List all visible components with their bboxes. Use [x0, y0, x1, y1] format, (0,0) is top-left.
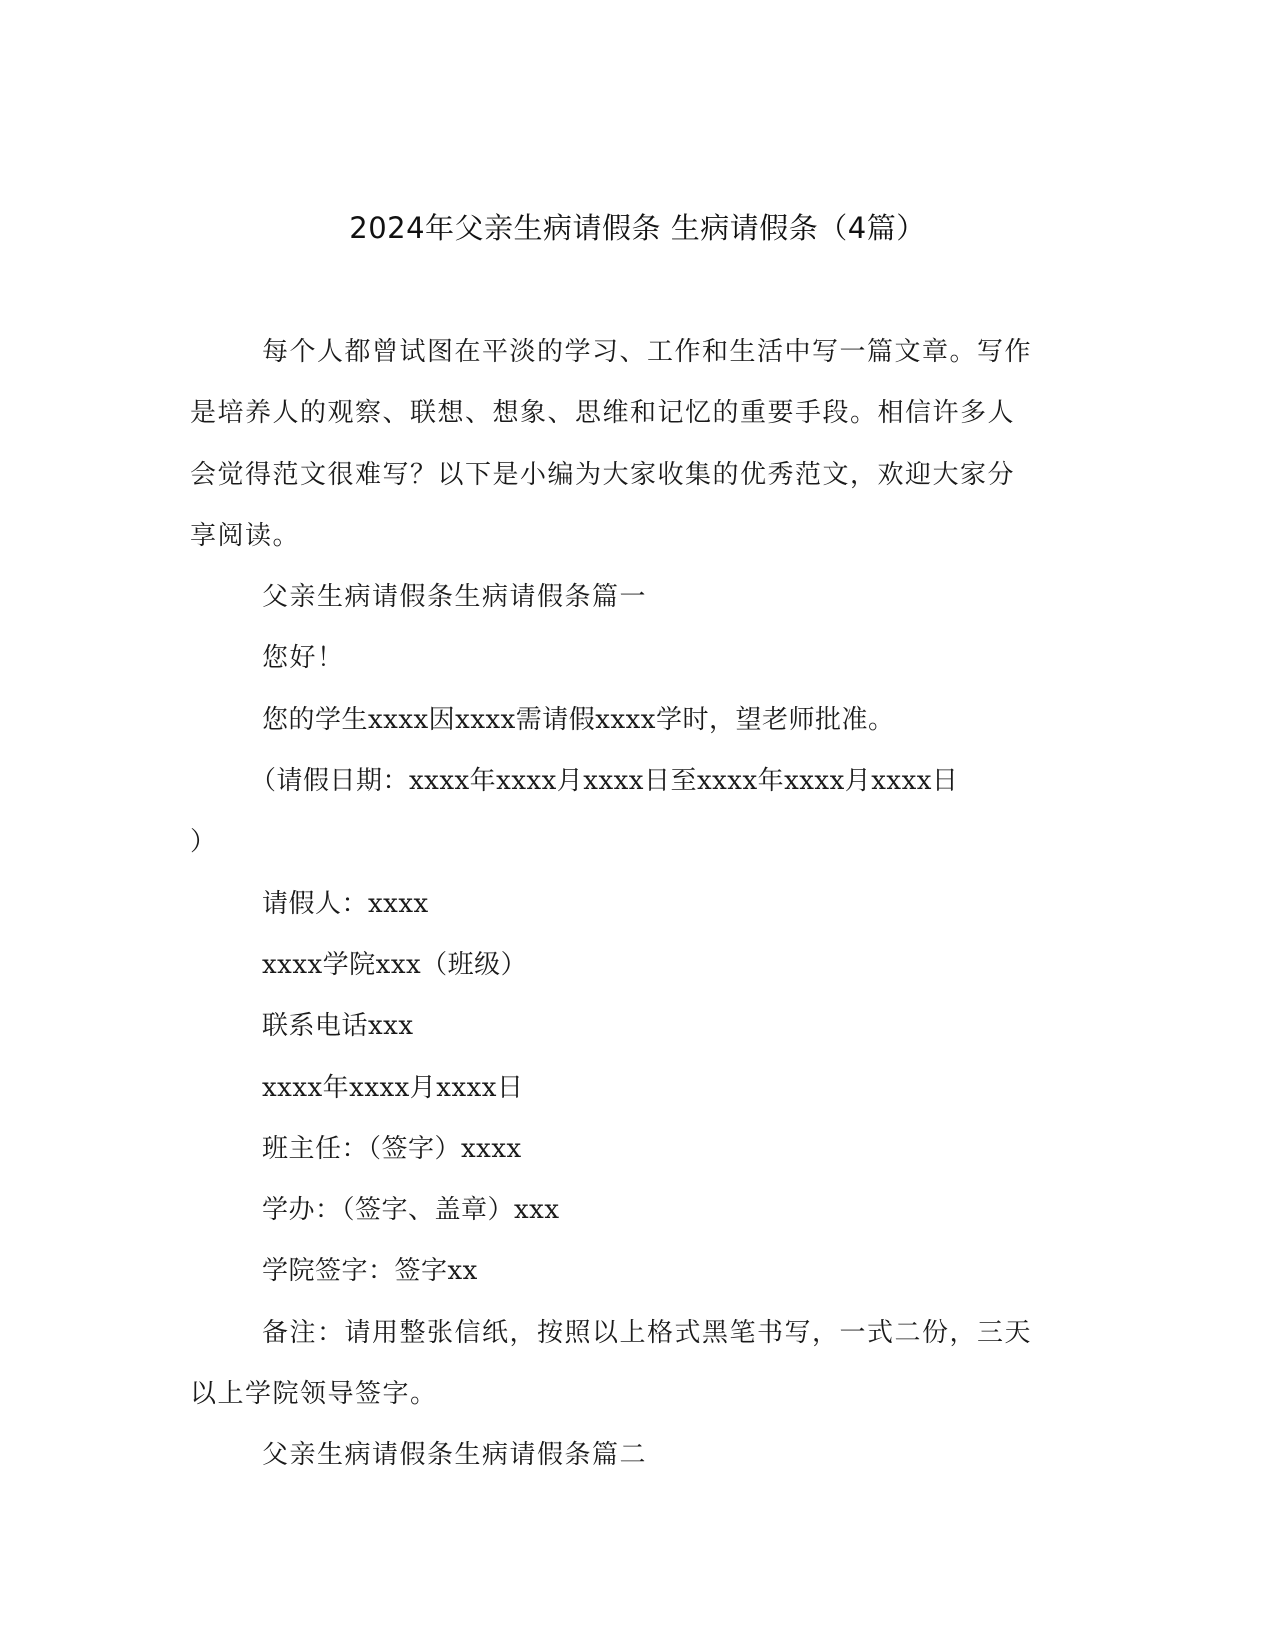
phone-line: 联系电话xxx [262, 1011, 414, 1042]
intro-paragraph-line-2: 是培养人的观察、联想、想象、思维和记忆的重要手段。相信许多人 [190, 398, 1016, 429]
note-line-2: 以上学院领导签字。 [190, 1379, 438, 1410]
intro-paragraph-line-3: 会觉得范文很难写？以下是小编为大家收集的优秀范文，欢迎大家分 [190, 459, 1016, 490]
request-line: 您的学生xxxx因xxxx需请假xxxx学时，望老师批准。 [262, 704, 895, 735]
leave-dates-line-1: （请假日期：xxxx年xxxx月xxxx日至xxxx年xxxx月xxxx日 [250, 766, 959, 797]
leave-dates-line-2: ） [190, 827, 218, 858]
section-1-heading: 父亲生病请假条生病请假条篇一 [262, 582, 648, 613]
note-line-1: 备注：请用整张信纸，按照以上格式黑笔书写，一式二份，三天 [262, 1317, 1033, 1348]
greeting: 您好！ [262, 643, 345, 674]
office-signature-line: 学办：（签字、盖章）xxx [262, 1195, 560, 1226]
document-title: 2024年父亲生病请假条 生病请假条（4篇） [349, 211, 926, 245]
class-info-line: xxxx学院xxx（班级） [262, 949, 528, 980]
intro-paragraph-line-4: 享阅读。 [190, 520, 301, 551]
intro-paragraph-line-1: 每个人都曾试图在平淡的学习、工作和生活中写一篇文章。写作 [262, 337, 1033, 367]
college-signature-line: 学院签字：签字xx [262, 1256, 478, 1287]
applicant-line: 请假人：xxxx [262, 888, 429, 919]
section-2-heading: 父亲生病请假条生病请假条篇二 [262, 1440, 648, 1471]
document-body [190, 322, 1070, 1487]
teacher-signature-line: 班主任：（签字）xxxx [262, 1133, 522, 1164]
date-line: xxxx年xxxx月xxxx日 [262, 1072, 524, 1103]
